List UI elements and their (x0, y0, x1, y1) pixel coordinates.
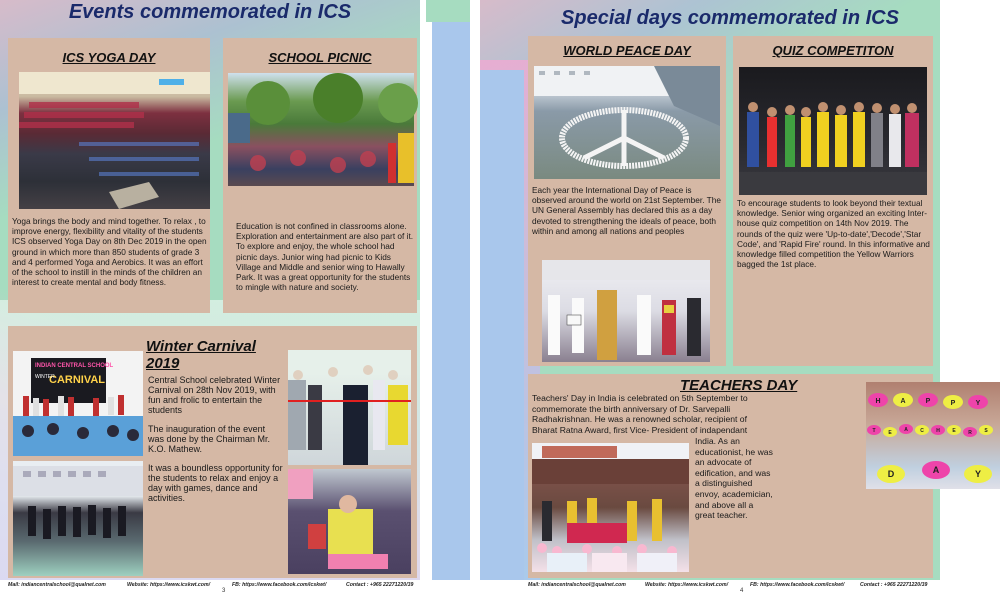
winter-carnival-card (8, 326, 417, 578)
carnival-sports-photo (13, 461, 143, 576)
svg-text:H: H (936, 428, 940, 434)
svg-text:Y: Y (974, 469, 982, 479)
footer-mail: Mail: indiancentralschool@qualnet.com (8, 582, 106, 588)
quiz-stage-photo (739, 67, 927, 195)
stall-illustration (288, 469, 411, 574)
footer-facebook: FB: https://www.facebook.com/icskwt/ (232, 582, 327, 588)
card-heading: QUIZ COMPETITON (772, 43, 894, 58)
quiz-participants-illustration (739, 67, 927, 195)
footer-contact: Contact : +965 22271220/39 (346, 582, 414, 588)
yoga-day-card (8, 38, 210, 313)
svg-text:S: S (984, 428, 988, 434)
page-edge-strip (426, 22, 470, 580)
svg-text:A: A (932, 465, 940, 475)
svg-text:A: A (900, 398, 906, 405)
carnival-stage-photo (13, 351, 143, 456)
peace-formation-photo (534, 66, 720, 179)
happy-teachers-day-letters (866, 382, 1000, 489)
school-picnic-card (223, 38, 417, 313)
svg-text:H: H (875, 398, 881, 405)
teachers-description-top: Teachers' Day in India is celebrated on 5th September to commemorate the birth anniversary of Dr. Sarvepalli Radhakrishnan. He was a renowned scholar, recipient of Bharat Ratna Award, first Vice- President of indapendant (532, 393, 748, 435)
right-page (470, 0, 988, 596)
ribbon-cutting-illustration (288, 350, 411, 465)
carnival-para-2: The inauguration of the event was done by the Chairman Mr. K.O. Mathew. (148, 424, 271, 454)
svg-text:D: D (887, 469, 895, 479)
banner-text: INDIAN CENTRAL SCHOOL (35, 363, 114, 369)
teachers-description-side: India. As an educationist, he was an advocate of edification, and was a distinguished envoy, academician, and above all a great teacher. (695, 436, 773, 521)
teachers-day-card (528, 374, 988, 578)
svg-text:C: C (920, 428, 924, 434)
teachers-celebration-photo (532, 443, 689, 572)
carnival-description (148, 375, 283, 503)
carnival-stage-illustration (13, 351, 143, 456)
card-heading: SCHOOL PICNIC (268, 50, 372, 65)
peace-ceremony-photo (542, 260, 710, 362)
peace-ceremony-illustration (542, 260, 710, 362)
svg-text:P: P (925, 398, 931, 405)
card-heading: Winter Carnival 2019 (146, 338, 256, 372)
picnic-photo-illustration (228, 73, 414, 186)
carnival-stall-photo (288, 469, 411, 574)
svg-text:Y: Y (975, 400, 981, 407)
yoga-photo (19, 72, 210, 209)
page-number: 3 (222, 588, 226, 594)
card-heading: ICS YOGA DAY (62, 50, 156, 65)
carnival-inauguration-photo (288, 350, 411, 465)
footer-facebook: FB: https://www.facebook.com/icskwt/ (750, 582, 845, 588)
card-heading: TEACHERS DAY (680, 377, 798, 394)
peace-symbol-illustration (534, 66, 720, 179)
page-title: Events commemorated in ICS (68, 1, 352, 23)
page-number: 4 (740, 588, 744, 594)
svg-text:E: E (952, 428, 956, 434)
footer-mail: Mail: indiancentralschool@qualnet.com (528, 582, 626, 588)
svg-text:E: E (888, 430, 892, 436)
carnival-para-1: Central School celebrated Winter Carnival on 28th Nov 2019, with fun and frolic to entertain the students (148, 375, 281, 415)
card-heading: WORLD PEACE DAY (563, 43, 691, 58)
picnic-description: Education is not confined in classrooms alone. Exploration and entertainment are also part of it. To explore and enjoy, the whole school had picnic days. Junior wing had picnic to Kids Village and Middle and senior wing to Hawally Park. It was a great opportunity for the students to mingle with nature and society. (236, 221, 414, 293)
quiz-competition-card (733, 36, 933, 366)
strip-top (426, 0, 470, 22)
page-title: Special days commemorated in ICS (561, 7, 899, 29)
footer-website: Website: https://www.icskwt.com/ (645, 582, 729, 588)
svg-text:WINTER: WINTER (35, 374, 55, 380)
footer-website: Website: https://www.icskwt.com/ (127, 582, 211, 588)
page-edge-strip (480, 70, 524, 580)
world-peace-day-card (528, 36, 726, 366)
quiz-description: To encourage students to look beyond their textual knowledge. Senior wing organized an exciting Inter-house quiz competition on 14th Nov 2019. The rounds of the quiz were 'Up-to-date','Decode','Star Code', and 'Rapid Fire' round. In this informative and knowledge filled competition the Yellow Warriors bagged the 1st place. (737, 198, 930, 270)
teachers-stage-illustration (532, 443, 689, 572)
svg-text:A: A (904, 427, 908, 433)
peace-description: Each year the International Day of Peace is observed around the world on 21st September. The UN General Assembly has declared this as a day devoted to strengthening the ideals of peace, both within and among all nations and peoples (532, 185, 721, 236)
carnival-sports-illustration (13, 461, 143, 576)
footer-contact: Contact : +965 22271220/39 (860, 582, 928, 588)
yoga-description: Yoga brings the body and mind together. To relax , to improve energy, flexibility and vitality of the students ICS observed Yoga Day on 8th Dec 2019 in the open ground in which more than 850 students of grade 3 and 4 performed Yoga and Aerobics. It was an effort of the school to instill in the minds of the children an interest to create mental and body fitness. (12, 216, 207, 288)
svg-text:CARNIVAL: CARNIVAL (49, 374, 106, 386)
yoga-photo-illustration (19, 72, 210, 209)
svg-text:T: T (872, 428, 876, 434)
happy-teachers-day-photo (866, 382, 1000, 489)
left-page (0, 0, 470, 596)
svg-text:R: R (968, 430, 972, 436)
picnic-photo (228, 73, 414, 186)
carnival-para-3: It was a boundless opportunity for the students to relax and enjoy a day with games, dance and activities. (148, 463, 283, 503)
svg-text:P: P (950, 400, 956, 407)
